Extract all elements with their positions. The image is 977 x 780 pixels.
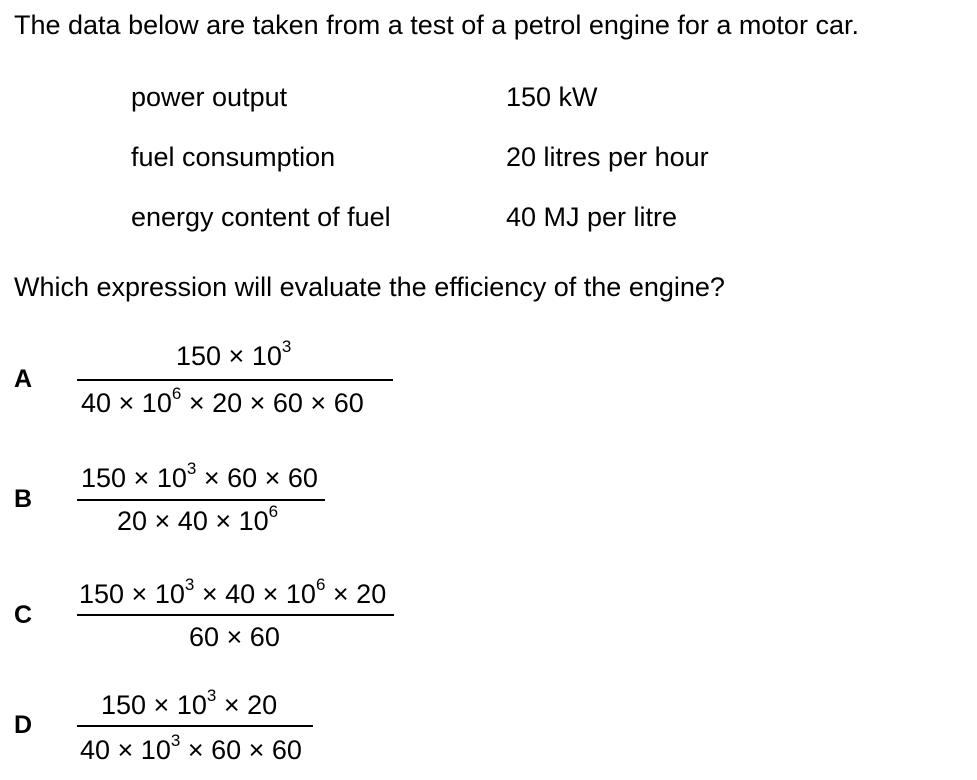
expression-text: 150 × 10 [79, 579, 185, 609]
expression-text: × 20 [216, 690, 278, 720]
expression-text: 60 × 60 [189, 622, 280, 652]
expression-text: 150 × 10 [101, 690, 207, 720]
expression-text: 40 × 10 [80, 735, 171, 765]
expression-text: × 20 [325, 579, 387, 609]
exponent: 6 [268, 502, 279, 521]
expression-text: × 60 × 60 [180, 735, 302, 765]
data-label-fuel: fuel consumption [131, 142, 336, 172]
expression-text: 40 × 10 [81, 388, 172, 418]
exponent: 3 [281, 337, 292, 356]
option-c-denominator [189, 622, 280, 653]
option-c-numerator [79, 575, 387, 610]
exponent: 6 [171, 384, 182, 403]
expression-text: × 40 × 10 [194, 579, 316, 609]
option-d-letter[interactable]: D [14, 711, 33, 739]
expression-text: × 60 × 60 [196, 463, 318, 493]
option-b-denominator [117, 502, 279, 537]
option-b-numerator [81, 459, 318, 494]
option-a-denominator [81, 384, 364, 419]
exponent: 6 [315, 575, 326, 594]
exponent: 3 [186, 459, 197, 478]
option-b-letter[interactable]: B [14, 485, 33, 513]
option-d-denominator [80, 731, 302, 766]
option-d-fraction-bar [77, 725, 313, 727]
option-d-numerator [101, 686, 278, 721]
data-value-power: 150 kW [506, 82, 598, 112]
option-a-numerator [176, 337, 292, 372]
question-intro: The data below are taken from a test of a petrol engine for a motor car. [14, 10, 859, 40]
question-prompt: Which expression will evaluate the efficiency of the engine? [14, 272, 725, 302]
expression-text: 20 × 40 × 10 [117, 506, 269, 536]
expression-text: × 20 × 60 × 60 [181, 388, 364, 418]
data-value-fuel: 20 litres per hour [506, 142, 709, 172]
data-label-power: power output [131, 82, 288, 112]
option-a-letter[interactable]: A [14, 365, 33, 393]
data-label-energy: energy content of fuel [131, 202, 391, 232]
expression-text: 150 × 10 [176, 341, 282, 371]
exponent: 3 [206, 686, 217, 705]
data-value-energy: 40 MJ per litre [506, 202, 678, 232]
option-c-letter[interactable]: C [14, 601, 33, 629]
option-c-fraction-bar [77, 614, 394, 616]
exponent: 3 [170, 731, 181, 750]
option-b-fraction-bar [77, 499, 325, 501]
option-a-fraction-bar [77, 379, 393, 381]
exponent: 3 [184, 575, 195, 594]
expression-text: 150 × 10 [81, 463, 187, 493]
